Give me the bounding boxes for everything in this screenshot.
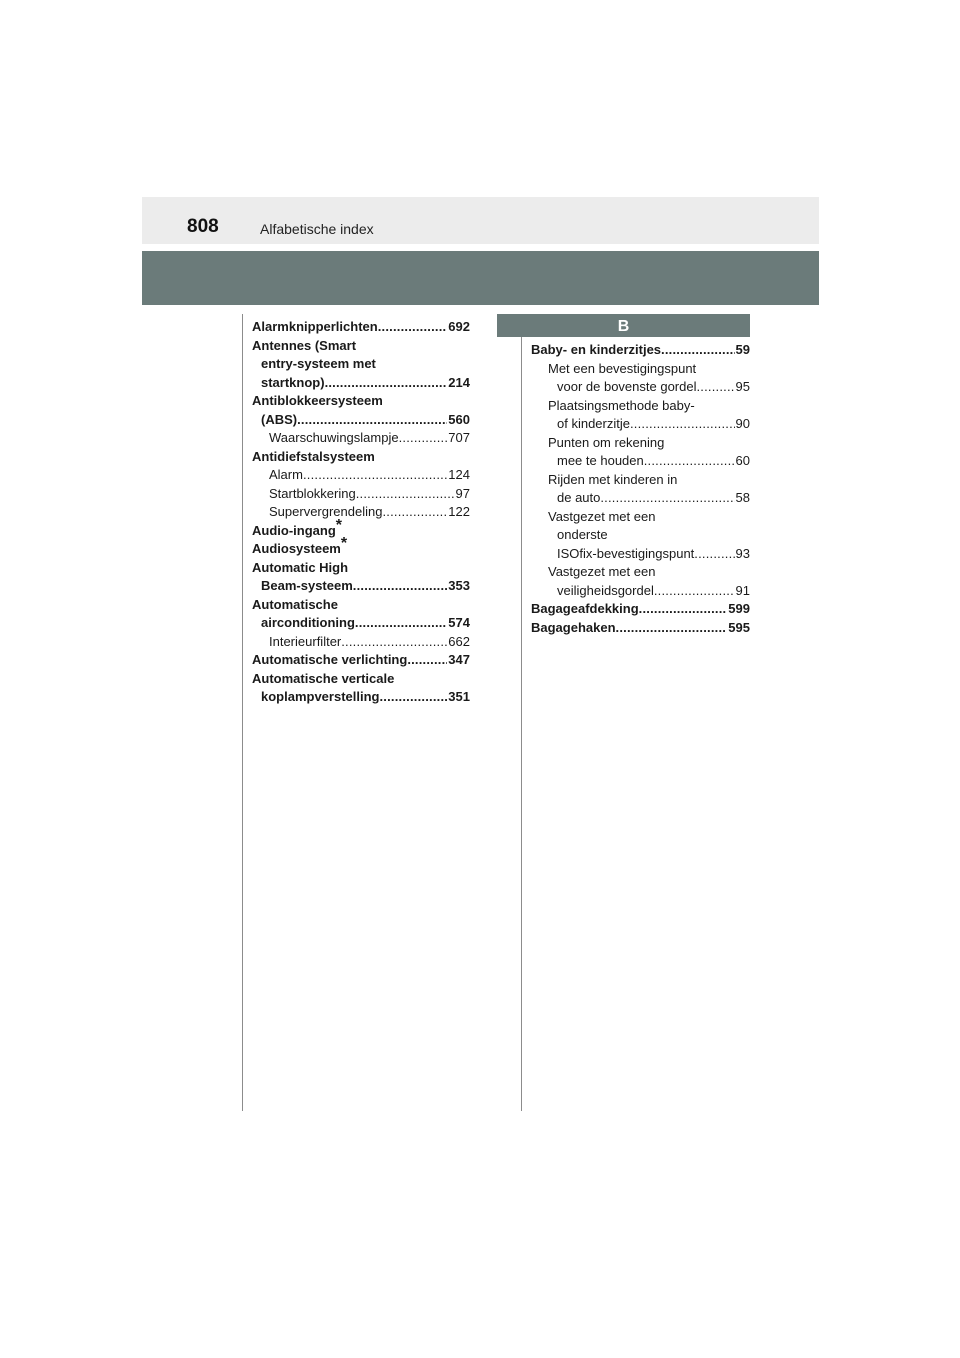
page-reference: 347 bbox=[448, 652, 470, 667]
page-reference: 124 bbox=[448, 467, 470, 482]
page-reference: 707 bbox=[448, 430, 470, 445]
leader-dots bbox=[644, 452, 735, 471]
index-entry-startblokkering bbox=[252, 485, 470, 504]
left-column-rule bbox=[242, 314, 243, 1111]
grey-banner bbox=[142, 251, 819, 305]
entry-label: (ABS) bbox=[261, 411, 298, 427]
index-entry-plaatsingsmethode bbox=[531, 397, 750, 434]
page-reference: 90 bbox=[735, 416, 750, 431]
index-column-left bbox=[252, 318, 470, 707]
entry-label: Antiblokkeersysteem bbox=[252, 393, 383, 408]
index-column-right bbox=[531, 341, 750, 637]
entry-label: de auto bbox=[557, 490, 601, 505]
entry-label: startknop) bbox=[261, 374, 325, 390]
entry-label: Audiosysteem bbox=[252, 541, 341, 556]
leader-dots bbox=[399, 429, 448, 448]
leader-dots bbox=[325, 374, 448, 393]
entry-label: Vastgezet met een bbox=[548, 508, 656, 524]
leader-dots bbox=[407, 651, 447, 670]
page-reference: 95 bbox=[735, 379, 750, 394]
entry-label: Beam-systeem bbox=[261, 578, 353, 593]
index-entry-interieurfilter bbox=[252, 633, 470, 652]
entry-label: Bagagehaken bbox=[531, 619, 616, 635]
entry-label: Rijden met kinderen in bbox=[548, 471, 678, 487]
entry-label: Automatische verlichting bbox=[252, 652, 408, 667]
entry-label: mee te houden bbox=[557, 453, 644, 468]
index-entry-antidiefstalsysteem bbox=[252, 448, 470, 467]
entry-label: entry-systeem met bbox=[261, 356, 376, 371]
leader-dots bbox=[654, 582, 735, 601]
leader-dots bbox=[696, 378, 734, 397]
index-entry-alarmknipperlichten bbox=[252, 318, 470, 337]
entry-label: airconditioning bbox=[261, 615, 355, 630]
index-entry-antennes bbox=[252, 337, 470, 393]
leader-dots bbox=[630, 415, 735, 434]
page-reference: 91 bbox=[735, 582, 750, 598]
leader-dots bbox=[639, 600, 728, 619]
page-reference: 351 bbox=[448, 689, 470, 704]
page-reference: 662 bbox=[448, 633, 470, 649]
leader-dots bbox=[600, 489, 734, 508]
index-entry-automatische-verlichting bbox=[252, 651, 470, 670]
entry-label: Startblokkering bbox=[269, 485, 356, 501]
leader-dots bbox=[378, 318, 448, 337]
index-entry-waarschuwingslampje bbox=[252, 429, 470, 448]
index-entry-baby-kinderzitjes bbox=[531, 341, 750, 360]
index-entry-bovenste-gordel bbox=[531, 360, 750, 397]
entry-label: of kinderzitje bbox=[557, 416, 630, 431]
leader-dots bbox=[341, 633, 447, 652]
leader-dots bbox=[382, 503, 447, 522]
header-band bbox=[142, 197, 819, 244]
entry-label: Interieurfilter bbox=[269, 633, 342, 649]
entry-label: Supervergrendeling bbox=[269, 504, 383, 519]
leader-dots bbox=[616, 619, 728, 638]
page-reference: 60 bbox=[735, 453, 750, 468]
index-entry-audio-ingang: Audio-ingang * bbox=[252, 522, 470, 541]
leader-dots bbox=[379, 688, 447, 707]
index-entry-veiligheidsgordel bbox=[531, 563, 750, 600]
page-reference: 58 bbox=[735, 490, 750, 505]
entry-label: Automatische verticale bbox=[252, 670, 395, 686]
entry-label: Automatische bbox=[252, 596, 338, 612]
entry-label: voor de bovenste gordel bbox=[557, 379, 697, 394]
index-entry-audiosysteem: Audiosysteem * bbox=[252, 540, 470, 559]
entry-label: ISOfix-bevestigingspunt bbox=[557, 545, 695, 561]
entry-label: Alarmknipperlichten bbox=[252, 319, 378, 334]
page-reference: 595 bbox=[728, 619, 750, 635]
index-entry-supervergrendeling bbox=[252, 503, 470, 522]
leader-dots bbox=[694, 545, 734, 564]
entry-label: veiligheidsgordel bbox=[557, 582, 654, 598]
page-reference: 93 bbox=[735, 545, 750, 561]
entry-label: Waarschuwingslampje bbox=[269, 430, 399, 445]
index-entry-alarm bbox=[252, 466, 470, 485]
page-reference: 692 bbox=[448, 319, 470, 334]
index-entry-punten-rekening bbox=[531, 434, 750, 471]
entry-label: Baby- en kinderzitjes bbox=[531, 342, 662, 357]
leader-dots bbox=[297, 411, 447, 430]
page-reference: 214 bbox=[448, 374, 470, 390]
letter-heading-b: B bbox=[497, 314, 750, 337]
entry-label: Antennes (Smart bbox=[252, 337, 357, 353]
page-reference: 574 bbox=[448, 615, 470, 630]
page-number: 808 bbox=[187, 216, 219, 237]
entry-label: Audio-ingang bbox=[252, 522, 336, 538]
entry-label: Vastgezet met een bbox=[548, 564, 656, 579]
page-reference: 353 bbox=[448, 578, 470, 593]
entry-label: koplampverstelling bbox=[261, 689, 380, 704]
index-entry-automatische-airco bbox=[252, 596, 470, 633]
leader-dots bbox=[661, 341, 734, 360]
entry-label: Automatic High bbox=[252, 559, 349, 575]
index-entry-bagageafdekking bbox=[531, 600, 750, 619]
page-reference: 560 bbox=[448, 411, 470, 427]
index-entry-rijden-kinderen bbox=[531, 471, 750, 508]
page-reference: 59 bbox=[735, 342, 750, 357]
leader-dots bbox=[355, 614, 447, 633]
index-entry-antiblokkeersysteem bbox=[252, 392, 470, 429]
leader-dots bbox=[303, 466, 447, 485]
entry-label: Bagageafdekking bbox=[531, 601, 639, 616]
leader-dots bbox=[356, 485, 455, 504]
entry-label: Met een bevestigingspunt bbox=[548, 360, 697, 376]
index-entry-automatic-high bbox=[252, 559, 470, 596]
index-entry-automatische-verticale bbox=[252, 670, 470, 707]
entry-label: Plaatsingsmethode baby- bbox=[548, 397, 695, 413]
section-title: Alfabetische index bbox=[260, 221, 374, 237]
page-reference: 599 bbox=[728, 601, 750, 616]
leader-dots bbox=[353, 577, 448, 596]
entry-label: Punten om rekening bbox=[548, 434, 665, 450]
entry-label: Alarm bbox=[269, 467, 303, 482]
page-reference: 122 bbox=[448, 504, 470, 519]
entry-label: onderste bbox=[557, 527, 608, 542]
right-column-rule bbox=[521, 337, 522, 1111]
index-entry-isofix bbox=[531, 508, 750, 564]
page-reference: 97 bbox=[455, 485, 470, 501]
index-entry-bagagehaken bbox=[531, 619, 750, 638]
entry-label: Antidiefstalsysteem bbox=[252, 448, 375, 464]
